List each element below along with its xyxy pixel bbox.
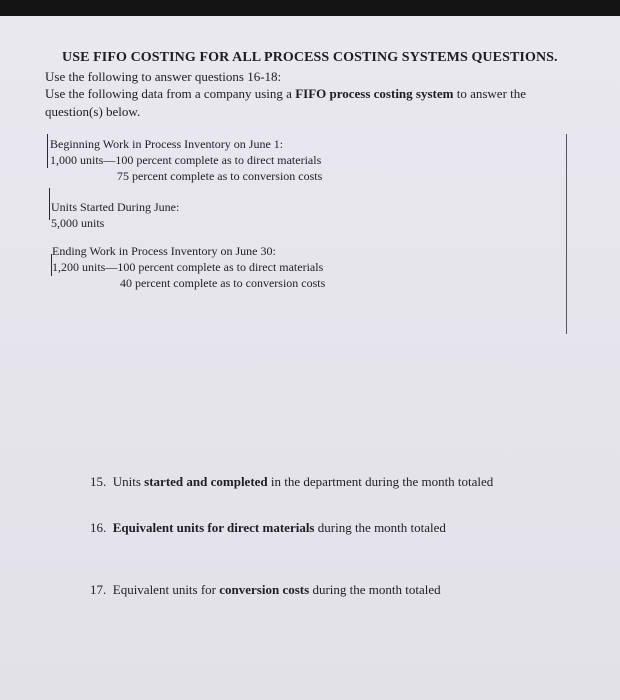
question-text-bold: conversion costs — [219, 582, 310, 597]
intro-line-2 — [45, 86, 526, 102]
units-started-heading: Units Started During June: — [51, 200, 180, 214]
question-text-pre: Equivalent units for — [112, 582, 220, 597]
ending-wip-heading: Ending Work in Process Inventory on June 30: — [52, 244, 276, 258]
page-title: USE FIFO COSTING FOR ALL PROCESS COSTING SYSTEMS QUESTIONS. — [62, 50, 558, 65]
question-text-pre: Units — [112, 474, 145, 489]
photo-top-edge — [0, 0, 620, 16]
question-text-pre: Equivalent units for — [112, 520, 228, 535]
document-page — [0, 16, 620, 700]
beginning-wip-conversion: 75 percent complete as to conversion costs — [117, 169, 323, 183]
beginning-wip-units: 1,000 units—100 percent complete as to direct materials — [50, 153, 322, 167]
units-started-value: 5,000 units — [51, 216, 105, 230]
intro-line-3: question(s) below. — [45, 104, 141, 119]
intro-line-2-post: to answer the — [453, 86, 527, 101]
question-text-post: during the month totaled — [309, 582, 441, 597]
question-text-bold: started and completed — [144, 474, 268, 489]
left-bracket-line — [49, 188, 50, 220]
question-16 — [90, 520, 446, 536]
question-text-bold: direct materials — [227, 520, 315, 535]
table-border-line — [566, 134, 567, 334]
question-number: 15. — [90, 474, 107, 489]
question-17 — [90, 582, 441, 598]
question-number: 17. — [90, 582, 107, 597]
intro-line-2-pre: Use the following data from a company using a — [45, 86, 296, 101]
ending-wip-units: 1,200 units—100 percent complete as to direct materials — [52, 260, 324, 274]
beginning-wip-heading: Beginning Work in Process Inventory on June 1: — [50, 137, 284, 151]
question-number: 16. — [90, 520, 107, 535]
question-text-post: in the department during the month totaled — [267, 474, 494, 489]
intro-line-2-bold: FIFO process costing system — [295, 86, 454, 101]
left-bracket-line — [47, 134, 48, 168]
question-text-post: during the month totaled — [314, 520, 446, 535]
ending-wip-conversion: 40 percent complete as to conversion costs — [120, 276, 326, 290]
question-15 — [90, 474, 493, 490]
intro-line-1: Use the following to answer questions 16-18: — [45, 69, 282, 84]
